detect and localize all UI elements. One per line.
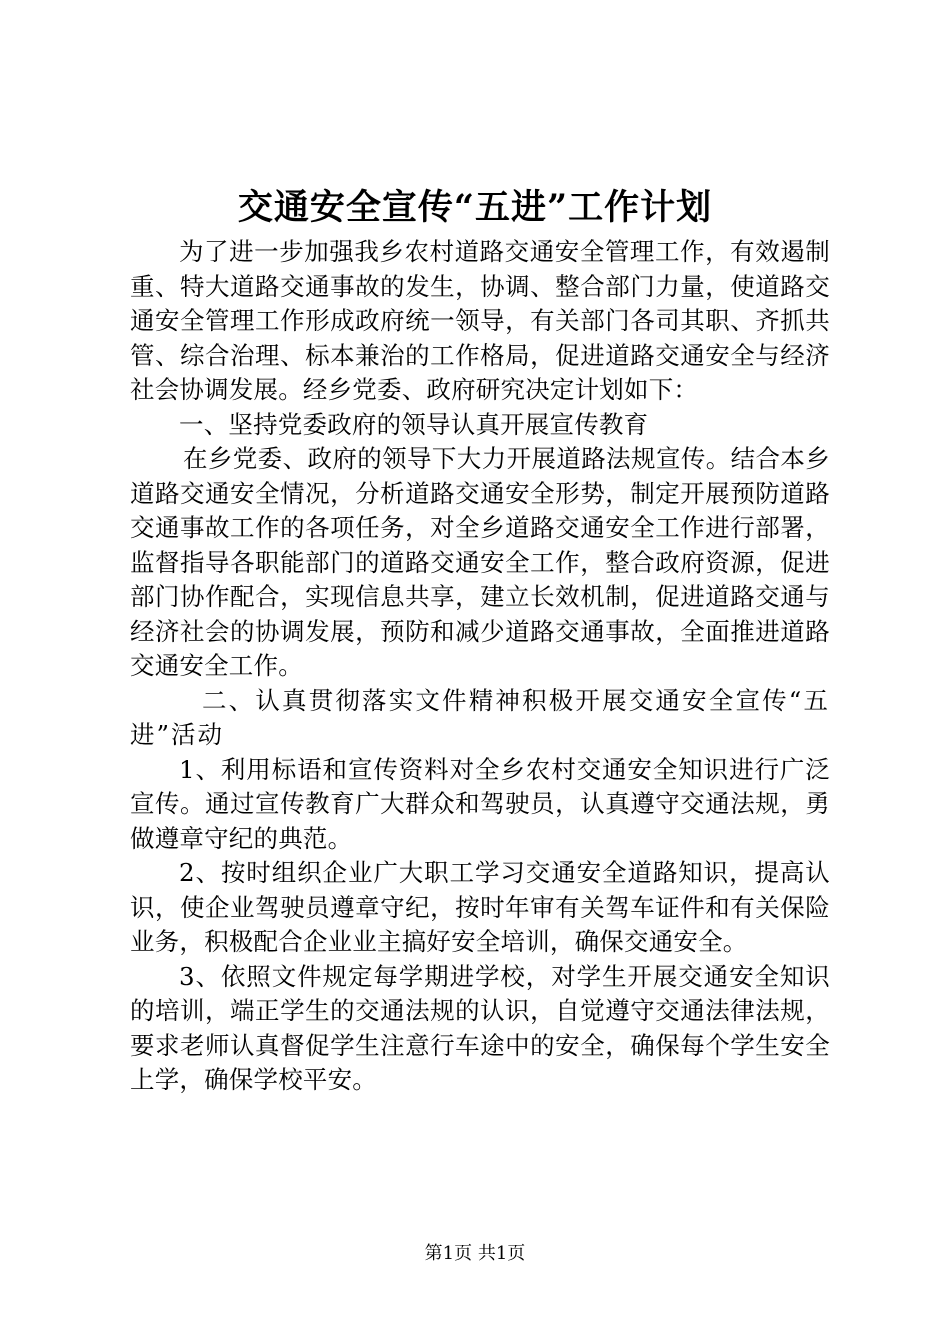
paragraph-intro: 为了进一步加强我乡农村道路交通安全管理工作，有效遏制重、特大道路交通事故的发生，协调、整合部门力量，使道路交通安全管理工作形成政府统一领导，有关部门各司其职、齐抓共管、综合治理、标本兼治的工作格局，促进道路交通安全与经济社会协调发展。经乡党委、政府研究决定计划如下：: [130, 237, 830, 404]
paragraph-item-3: 3、依照文件规定每学期进学校，对学生开展交通安全知识的培训，端正学生的交通法规的认识，自觉遵守交通法律法规，要求老师认真督促学生注意行车途中的安全，确保每个学生安全上学，确保学校平安。: [130, 961, 830, 1094]
document-title: 交通安全宣传“五进”工作计划: [237, 187, 713, 228]
section-heading-1: 一、坚持党委政府的领导认真开展宣传教育: [179, 409, 649, 439]
paragraph-item-1: 1、利用标语和宣传资料对全乡农村交通安全知识进行广泛宣传。通过宣传教育广大群众和驾驶员，认真遵守交通法规，勇做遵章守纪的典范。: [130, 754, 830, 853]
page-number-footer: 第1页 共1页: [424, 1243, 526, 1264]
document-body: [130, 235, 830, 1098]
paragraph-section-1: 在乡党委、政府的领导下大力开展道路法规宣传。结合本乡道路交通安全情况，分析道路交通安全形势，制定开展预防道路交通事故工作的各项任务，对全乡道路交通安全工作进行部署，监督指导各职能部门的道路交通安全工作，整合政府资源，促进部门协作配合，实现信息共享，建立长效机制，促进道路交通与经济社会的协调发展，预防和减少道路交通事故，全面推进道路交通安全工作。: [130, 444, 830, 680]
paragraph-item-2: 2、按时组织企业广大职工学习交通安全道路知识，提高认识，使企业驾驶员遵章守纪，按时年审有关驾车证件和有关保险业务，积极配合企业业主搞好安全培训，确保交通安全。: [130, 858, 830, 956]
section-heading-2: 二、认真贯彻落实文件精神积极开展交通安全宣传“五进”活动: [130, 685, 830, 749]
